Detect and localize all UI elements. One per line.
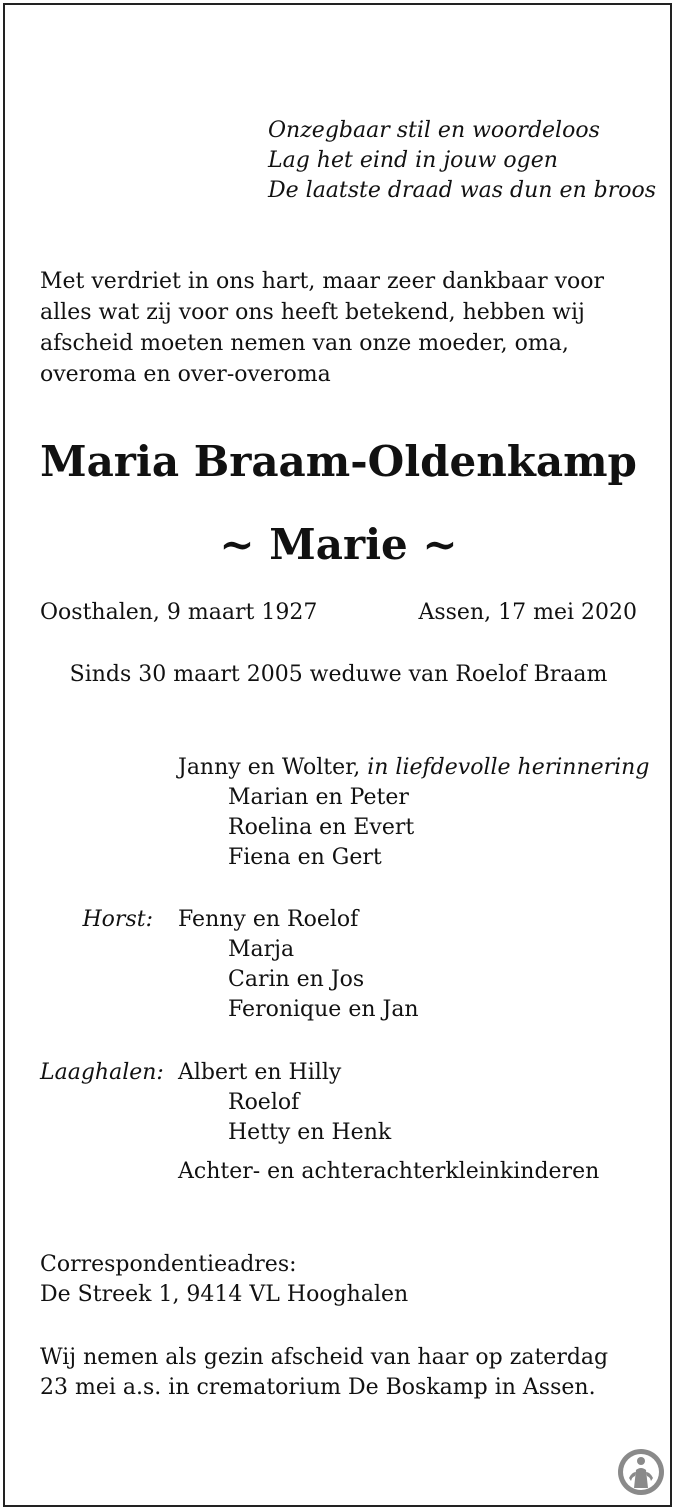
family-head-names: Janny en Wolter, (178, 755, 361, 780)
family-member: Carin en Jos (228, 967, 365, 992)
family-group-3-head: Albert en Hilly (178, 1060, 342, 1085)
grandchildren: Achter- en achterachterkleinkinderen (178, 1159, 600, 1184)
family-member: Roelof (228, 1090, 300, 1115)
intro-text (40, 266, 604, 390)
poem-line: De laatste draad was dun en broos (268, 178, 657, 203)
widow-info: Sinds 30 maart 2005 weduwe van Roelof Braam (69, 662, 608, 687)
farewell-line: 23 mei a.s. in crematorium De Boskamp in Assen. (40, 1375, 596, 1400)
deceased-nickname: ~ Marie ~ (219, 520, 458, 569)
family-member: Hetty en Henk (228, 1120, 392, 1145)
farewell-line: Wij nemen als gezin afscheid van haar op zaterdag (40, 1345, 609, 1370)
poem-line: Lag het eind in jouw ogen (268, 148, 558, 173)
birth-info: Oosthalen, 9 maart 1927 (40, 600, 318, 625)
family-group-1-head (178, 753, 649, 783)
family-member: Fiena en Gert (228, 845, 382, 870)
family-place-laaghalen: Laaghalen: (40, 1060, 164, 1085)
deceased-name: Maria Braam-Oldenkamp (40, 437, 637, 486)
intro-line: Met verdriet in ons hart, maar zeer dankbaar voor (40, 269, 605, 294)
intro-line: afscheid moeten nemen van onze moeder, oma, (40, 331, 569, 356)
memorial-figure-icon (617, 1448, 665, 1496)
intro-line: alles wat zij voor ons heeft betekend, hebben wij (40, 300, 585, 325)
family-place-horst: Horst: (82, 907, 153, 932)
intro-line: overoma en over-overoma (40, 362, 331, 387)
family-group-2-head: Fenny en Roelof (178, 907, 359, 932)
poem (268, 116, 656, 206)
family-member: Marian en Peter (228, 785, 409, 810)
correspondence-address: De Streek 1, 9414 VL Hooghalen (40, 1282, 409, 1307)
death-info: Assen, 17 mei 2020 (418, 600, 637, 625)
correspondence-label: Correspondentieadres: (40, 1252, 297, 1277)
family-member: Marja (228, 937, 295, 962)
family-head-note: in liefdevolle herinnering (367, 755, 650, 780)
family-member: Feronique en Jan (228, 997, 419, 1022)
poem-line: Onzegbaar stil en woordeloos (268, 118, 600, 143)
family-member: Roelina en Evert (228, 815, 415, 840)
